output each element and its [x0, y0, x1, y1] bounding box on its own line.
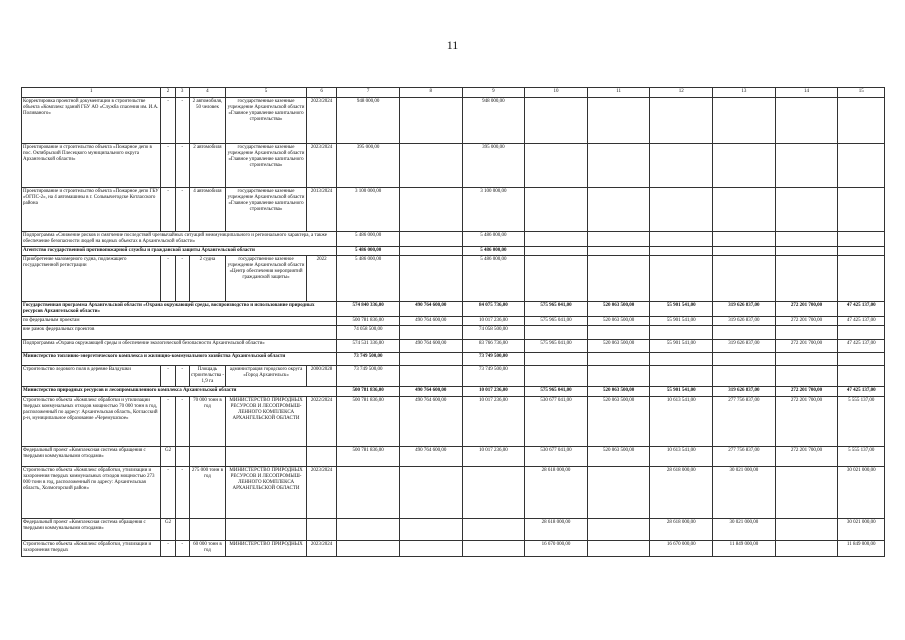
- cell: 575 965 041,00: [525, 302, 588, 317]
- cell: государственное казенное учреждение Архангельской области «Центр обеспечения мероприятий гражданской защиты»: [226, 256, 307, 302]
- cell: 10 613 541,00: [650, 397, 713, 447]
- cell: [587, 256, 650, 302]
- cell: G2: [161, 519, 175, 541]
- cell: 73 749 500,00: [462, 366, 525, 387]
- cell: [587, 366, 650, 387]
- cell: [775, 144, 838, 188]
- cell: МИНИСТЕРСТВО ПРИРОДНЫХ: [226, 541, 307, 557]
- cell: [775, 467, 838, 519]
- cell: [713, 256, 776, 302]
- cell: -: [175, 98, 189, 144]
- cell: 490 764 600,00: [399, 387, 462, 397]
- header-row: [22, 88, 885, 98]
- cell: 11 849 000,00: [713, 541, 776, 557]
- cell: [399, 144, 462, 188]
- cell: 10 017 236,00: [462, 387, 525, 397]
- cell: 47 425 137,00: [838, 317, 885, 326]
- cell: 272 201 700,00: [775, 397, 838, 447]
- cell: [175, 519, 189, 541]
- cell: -: [161, 188, 175, 232]
- cell: [838, 232, 885, 247]
- cell: 10 017 236,00: [462, 397, 525, 447]
- cell: G2: [161, 447, 175, 467]
- cell: 74 058 500,00: [337, 326, 400, 340]
- cell: 319 626 837,00: [713, 340, 776, 353]
- cell: -: [161, 541, 175, 557]
- cell: 520 063 500,00: [587, 302, 650, 317]
- cell: 500 781 836,00: [337, 397, 400, 447]
- cell: государственные казенные учреждение Архангельской области «Главное управление капитального строительства»: [226, 144, 307, 188]
- col-header: 2: [161, 88, 175, 98]
- cell: 73 749 500,00: [337, 366, 400, 387]
- cell: -: [161, 397, 175, 447]
- ministry-row: [22, 387, 885, 397]
- col-header: 14: [775, 88, 838, 98]
- cell: 575 965 041,00: [525, 317, 588, 326]
- cell: [399, 98, 462, 144]
- object-name: Федеральный проект «Комплексная система обращения с твердыми коммунальными отходами»: [22, 519, 161, 541]
- cell: 70 000 тонн в год: [189, 397, 225, 447]
- object-name: Проектирование и строительство объекта «Пожарное депо в пос. Октябрьский Плесецкого муниципального округа Архангельской области»: [22, 144, 161, 188]
- table-row: [22, 98, 885, 144]
- cell: [525, 188, 588, 232]
- table-row: [22, 541, 885, 557]
- cell: -: [175, 188, 189, 232]
- ministry-label: Министерство топливно-энергетического комплекса и жилищно-коммунального хозяйства Архангельской области: [22, 353, 337, 366]
- cell: 500 781 836,00: [337, 447, 400, 467]
- cell: 530 677 041,00: [525, 397, 588, 447]
- cell: [713, 247, 776, 256]
- summary-label: вне рамок федеральных проектов: [22, 326, 337, 340]
- cell: 490 764 600,00: [399, 397, 462, 447]
- cell: [713, 366, 776, 387]
- cell: [650, 188, 713, 232]
- cell: [399, 247, 462, 256]
- cell: 5 486 000,00: [337, 247, 400, 256]
- cell: [226, 447, 307, 467]
- cell: [399, 188, 462, 232]
- cell: 277 756 837,00: [713, 397, 776, 447]
- cell: 83 766 736,00: [462, 340, 525, 353]
- cell: 16 670 000,00: [650, 541, 713, 557]
- subprogram-row: [22, 340, 885, 353]
- agency-label: Агентство государственной противопожарной службы и гражданской защиты Архангельской области: [22, 247, 337, 256]
- cell: [462, 541, 525, 557]
- table-row: [22, 467, 885, 519]
- cell: 520 063 500,00: [587, 447, 650, 467]
- cell: 319 626 837,00: [713, 317, 776, 326]
- cell: 4 автомобиля: [189, 188, 225, 232]
- cell: [399, 326, 462, 340]
- cell: 55 901 541,00: [650, 317, 713, 326]
- cell: [650, 232, 713, 247]
- cell: 5 486 000,00: [337, 232, 400, 247]
- cell: 490 764 600,00: [399, 340, 462, 353]
- cell: 10 017 236,00: [462, 317, 525, 326]
- cell: 574 840 336,00: [337, 302, 400, 317]
- cell: МИНИСТЕРСТВО ПРИРОДНЫХ РЕСУРСОВ И ЛЕСОПРОМЫШ-ЛЕННОГО КОМПЛЕКСА АРХАНГЕЛЬСКОЙ ОБЛАСТИ: [226, 467, 307, 519]
- cell: [775, 326, 838, 340]
- summary-row: [22, 326, 885, 340]
- cell: [775, 247, 838, 256]
- cell: 2 автомобиля: [189, 144, 225, 188]
- cell: 575 965 041,00: [525, 340, 588, 353]
- cell: [525, 247, 588, 256]
- cell: 2000/2028: [306, 366, 336, 387]
- cell: 395 000,00: [462, 144, 525, 188]
- program-label: Государственная программа Архангельской области «Охрана окружающей среды, воспроизводство и использование природных ресурсов Архангельской области»: [22, 302, 337, 317]
- cell: 5 486 000,00: [462, 256, 525, 302]
- cell: [650, 353, 713, 366]
- cell: 2023/2024: [306, 98, 336, 144]
- cell: 2022: [306, 256, 336, 302]
- cell: -: [161, 467, 175, 519]
- cell: [838, 188, 885, 232]
- col-header: 7: [337, 88, 400, 98]
- cell: 575 965 041,00: [525, 387, 588, 397]
- cell: [650, 366, 713, 387]
- cell: 272 201 700,00: [775, 302, 838, 317]
- cell: -: [175, 467, 189, 519]
- cell: [587, 541, 650, 557]
- cell: -: [161, 98, 175, 144]
- cell: 277 756 837,00: [713, 447, 776, 467]
- page-number: 11: [446, 38, 459, 52]
- subprogram-label: Подпрограмма «Снижение рисков и смягчение последствий чрезвычайных ситуаций межмуниципального и регионального характера, а также обеспечение безопасности людей на водных объектах в Архангельской области»: [22, 232, 337, 247]
- cell: 3 100 000,00: [462, 188, 525, 232]
- cell: 272 201 700,00: [775, 340, 838, 353]
- cell: [650, 98, 713, 144]
- cell: [525, 144, 588, 188]
- cell: [399, 256, 462, 302]
- col-header: 3: [175, 88, 189, 98]
- cell: 5 555 137,00: [838, 397, 885, 447]
- cell: [650, 144, 713, 188]
- cell: [587, 98, 650, 144]
- cell: 28 618 000,00: [525, 519, 588, 541]
- cell: [525, 98, 588, 144]
- col-header: 9: [462, 88, 525, 98]
- cell: [525, 353, 588, 366]
- col-header: 11: [587, 88, 650, 98]
- cell: 490 764 600,00: [399, 447, 462, 467]
- cell: [587, 247, 650, 256]
- cell: [587, 144, 650, 188]
- cell: 30 021 000,00: [838, 467, 885, 519]
- cell: [713, 188, 776, 232]
- cell: [399, 353, 462, 366]
- cell: [713, 326, 776, 340]
- cell: 10 613 541,00: [650, 447, 713, 467]
- cell: [587, 519, 650, 541]
- cell: [838, 366, 885, 387]
- cell: [775, 232, 838, 247]
- cell: 319 626 837,00: [713, 387, 776, 397]
- col-header: 1: [22, 88, 161, 98]
- cell: 948 000,00: [462, 98, 525, 144]
- cell: 47 425 137,00: [838, 387, 885, 397]
- cell: 55 901 541,00: [650, 387, 713, 397]
- cell: [587, 232, 650, 247]
- cell: -: [161, 256, 175, 302]
- cell: 490 764 600,00: [399, 302, 462, 317]
- cell: [399, 232, 462, 247]
- cell: [462, 467, 525, 519]
- cell: 2013/2024: [306, 188, 336, 232]
- cell: 530 677 041,00: [525, 447, 588, 467]
- cell: МИНИСТЕРСТВО ПРИРОДНЫХ РЕСУРСОВ И ЛЕСОПРОМЫШ-ЛЕННОГО КОМПЛЕКСА АРХАНГЕЛЬСКОЙ ОБЛАСТИ: [226, 397, 307, 447]
- summary-label: по федеральным проектам: [22, 317, 337, 326]
- cell: [306, 447, 336, 467]
- cell: [399, 366, 462, 387]
- cell: 55 901 541,00: [650, 302, 713, 317]
- cell: 30 021 000,00: [713, 519, 776, 541]
- object-name: Строительство объекта «Комплекс обработки и утилизации твердых коммунальных отходов мощностью 70 000 тонн в год, расположенный по адресу: Архангельская область, Котласский р-н, муниципальное образование «Черемушское»: [22, 397, 161, 447]
- budget-table: [21, 87, 885, 557]
- cell: 520 063 500,00: [587, 387, 650, 397]
- cell: [525, 232, 588, 247]
- object-name: Корректировка проектной документации в строительстве объекта «Комплекс зданий ГБУ АО «Служба спасения им. И.А. Поливаного»: [22, 98, 161, 144]
- cell: 319 626 837,00: [713, 302, 776, 317]
- cell: 10 017 236,00: [462, 447, 525, 467]
- cell: 30 021 000,00: [838, 519, 885, 541]
- cell: [775, 98, 838, 144]
- cell: [175, 447, 189, 467]
- cell: 2022/2024: [306, 397, 336, 447]
- cell: [838, 353, 885, 366]
- cell: 520 063 500,00: [587, 340, 650, 353]
- cell: [838, 247, 885, 256]
- cell: -: [161, 366, 175, 387]
- cell: [525, 366, 588, 387]
- cell: 28 618 000,00: [650, 519, 713, 541]
- cell: [713, 98, 776, 144]
- cell: [775, 519, 838, 541]
- cell: 47 425 137,00: [838, 340, 885, 353]
- col-header: 6: [306, 88, 336, 98]
- cell: [525, 326, 588, 340]
- object-name: Приобретение маломерного судна, подлежащего государственной регистрации: [22, 256, 161, 302]
- col-header: 12: [650, 88, 713, 98]
- cell: [775, 541, 838, 557]
- cell: [587, 188, 650, 232]
- cell: 2023/2024: [306, 541, 336, 557]
- cell: 3 100 000,00: [337, 188, 400, 232]
- cell: [337, 519, 400, 541]
- cell: [399, 541, 462, 557]
- subprogram-row: [22, 232, 885, 247]
- table-row: [22, 447, 885, 467]
- cell: [189, 519, 225, 541]
- cell: 60 000 тонн в год: [189, 541, 225, 557]
- cell: Площадь строительства - 1,9 га: [189, 366, 225, 387]
- object-name: Федеральный проект «Комплексная система обращения с твердыми коммунальными отходами»: [22, 447, 161, 467]
- summary-row: [22, 317, 885, 326]
- cell: [838, 326, 885, 340]
- cell: [226, 519, 307, 541]
- cell: государственные казенные учреждение Архангельской области «Главное управление капитального строительства»: [226, 188, 307, 232]
- cell: 395 000,00: [337, 144, 400, 188]
- cell: [337, 541, 400, 557]
- cell: [775, 256, 838, 302]
- cell: 28 618 000,00: [525, 467, 588, 519]
- table-row: [22, 188, 885, 232]
- cell: [775, 366, 838, 387]
- table-row: [22, 397, 885, 447]
- cell: [650, 326, 713, 340]
- cell: [337, 467, 400, 519]
- program-row: [22, 302, 885, 317]
- cell: 500 781 836,00: [337, 317, 400, 326]
- cell: [713, 144, 776, 188]
- cell: -: [175, 397, 189, 447]
- cell: [399, 519, 462, 541]
- ministry-row: [22, 353, 885, 366]
- cell: [775, 353, 838, 366]
- cell: 520 063 500,00: [587, 317, 650, 326]
- cell: -: [175, 366, 189, 387]
- cell: 272 201 700,00: [775, 447, 838, 467]
- cell: [775, 188, 838, 232]
- cell: 84 075 736,00: [462, 302, 525, 317]
- cell: 30 021 000,00: [713, 467, 776, 519]
- cell: 490 764 600,00: [399, 317, 462, 326]
- cell: -: [175, 144, 189, 188]
- cell: [587, 326, 650, 340]
- cell: 5 486 000,00: [337, 256, 400, 302]
- cell: 948 000,00: [337, 98, 400, 144]
- agency-row: [22, 247, 885, 256]
- cell: 47 425 137,00: [838, 302, 885, 317]
- cell: 2 судна: [189, 256, 225, 302]
- object-name: Строительство ледового поля в деревне Валдушки: [22, 366, 161, 387]
- cell: -: [175, 541, 189, 557]
- object-name: Проектирование и строительство объекта «Пожарное депо ГБУ «ОГПС-2», на 4 автомашины в г. Сольвычегодске Котласского района: [22, 188, 161, 232]
- col-header: 13: [713, 88, 776, 98]
- cell: 11 849 000,00: [838, 541, 885, 557]
- cell: [838, 144, 885, 188]
- cell: 2 автомобиля, 50 человек: [189, 98, 225, 144]
- table-row: [22, 144, 885, 188]
- cell: 272 201 700,00: [775, 317, 838, 326]
- object-name: Строительство объекта «Комплекс обработки, утилизации и захоронения твердых: [22, 541, 161, 557]
- cell: [713, 232, 776, 247]
- cell: [587, 467, 650, 519]
- cell: 5 486 000,00: [462, 247, 525, 256]
- table-row: [22, 256, 885, 302]
- cell: 520 063 500,00: [587, 397, 650, 447]
- cell: 74 058 500,00: [462, 326, 525, 340]
- cell: -: [175, 256, 189, 302]
- cell: [462, 519, 525, 541]
- cell: 73 749 500,00: [337, 353, 400, 366]
- ministry-label: Министерство природных ресурсов и лесопромышленного комплекса Архангельской области: [22, 387, 337, 397]
- cell: 2023/2024: [306, 144, 336, 188]
- cell: [587, 353, 650, 366]
- cell: [713, 353, 776, 366]
- col-header: 8: [399, 88, 462, 98]
- cell: [306, 519, 336, 541]
- cell: 28 618 000,00: [650, 467, 713, 519]
- cell: [650, 256, 713, 302]
- cell: [525, 256, 588, 302]
- cell: [189, 447, 225, 467]
- table-row: [22, 366, 885, 387]
- cell: [650, 247, 713, 256]
- cell: администрация городского округа «Город Архангельск»: [226, 366, 307, 387]
- cell: [399, 467, 462, 519]
- cell: 16 670 000,00: [525, 541, 588, 557]
- cell: государственные казенные учреждение Архангельской области «Главное управление капитального строительства»: [226, 98, 307, 144]
- cell: 2023/2024: [306, 467, 336, 519]
- cell: -: [161, 144, 175, 188]
- cell: [838, 98, 885, 144]
- subprogram-label: Подпрограмма «Охрана окружающей среды и обеспечение экологической безопасности Архангельской области»: [22, 340, 337, 353]
- cell: [838, 256, 885, 302]
- cell: 272 201 700,00: [775, 387, 838, 397]
- col-header: 5: [226, 88, 307, 98]
- cell: 500 781 836,00: [337, 387, 400, 397]
- object-name: Строительство объекта «Комплекс обработки, утилизации и захоронения твердых коммунальных отходов мощностью 273 000 тонн в год, расположенный по адресу: Архангельская область, Холмогорский район»: [22, 467, 161, 519]
- cell: 574 531 336,00: [337, 340, 400, 353]
- col-header: 10: [525, 88, 588, 98]
- col-header: 15: [838, 88, 885, 98]
- col-header: 4: [189, 88, 225, 98]
- cell: 275 000 тонн в год: [189, 467, 225, 519]
- cell: 5 555 137,00: [838, 447, 885, 467]
- cell: 5 486 000,00: [462, 232, 525, 247]
- cell: 55 901 541,00: [650, 340, 713, 353]
- cell: 73 749 500,00: [462, 353, 525, 366]
- table-row: [22, 519, 885, 541]
